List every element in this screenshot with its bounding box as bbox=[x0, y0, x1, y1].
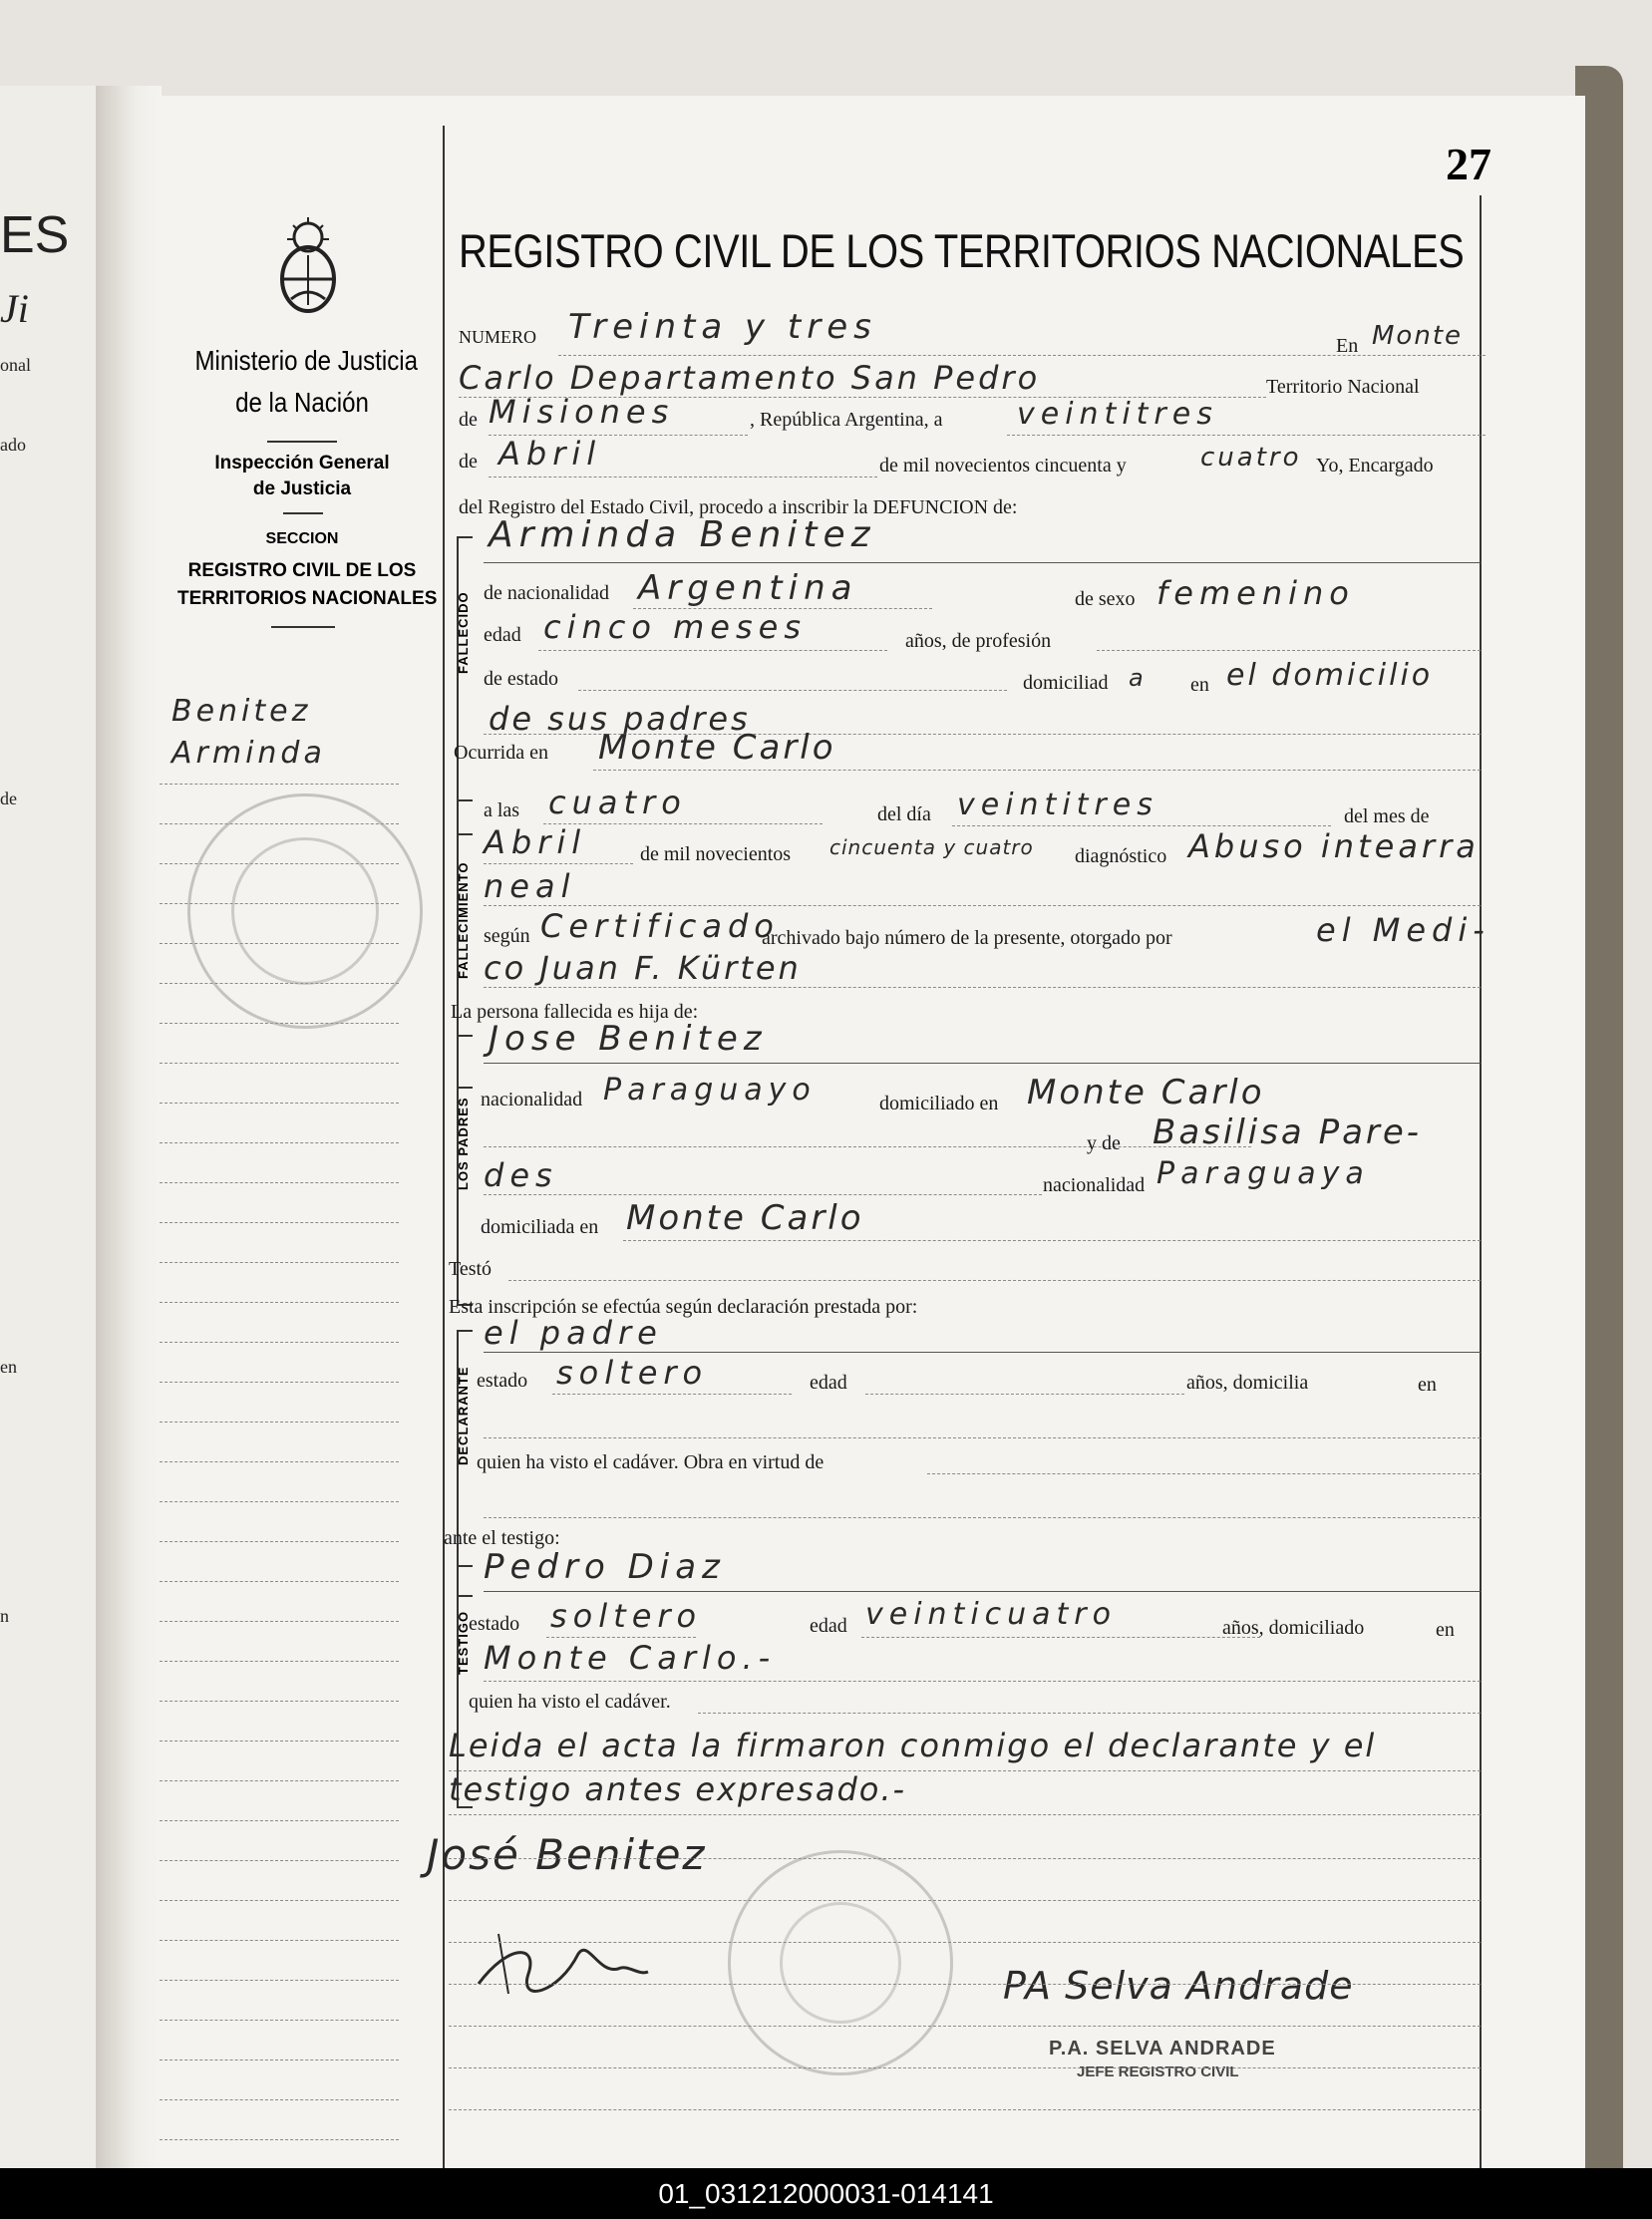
coat-of-arms-icon bbox=[271, 215, 345, 324]
del-dia-value: veintitres bbox=[957, 788, 1158, 822]
margin-rule-line bbox=[160, 1103, 399, 1104]
margin-rule-line bbox=[160, 1182, 399, 1183]
margin-rule-line bbox=[160, 1860, 399, 1861]
divider bbox=[267, 441, 337, 443]
cadaver-label: quien ha visto el cadáver. Obra en virtud de bbox=[477, 1451, 825, 1473]
rule bbox=[927, 1473, 1481, 1474]
territorio-value: Misiones bbox=[489, 393, 675, 431]
year-label: de mil novecientos cincuenta y bbox=[879, 455, 1127, 476]
del-dia-label: del día bbox=[877, 803, 931, 825]
rule bbox=[484, 562, 1481, 563]
archivado-label: archivado bajo número de la presente, otorgado por bbox=[762, 927, 1172, 949]
left-fragment: onal bbox=[0, 355, 31, 375]
madre-name: Basilisa Pare- bbox=[1153, 1112, 1423, 1152]
otorgado-value: el Medi- bbox=[1316, 911, 1490, 949]
fallecido-brace bbox=[457, 536, 473, 835]
madre-domicilio: Monte Carlo bbox=[626, 1198, 864, 1238]
left-fragment: ES bbox=[0, 206, 70, 264]
testigo-side-label: TESTIGO bbox=[456, 1610, 471, 1675]
diagnostico-value-2: neal bbox=[484, 867, 576, 905]
signature-rule-line bbox=[449, 2109, 1481, 2110]
officer-stamp-name: P.A. SELVA ANDRADE bbox=[1049, 2038, 1276, 2060]
registro-text: del Registro del Estado Civil, procedo a inscribir la DEFUNCION de: bbox=[459, 496, 1018, 518]
ministry-label-1: Ministerio de Justicia bbox=[194, 345, 418, 376]
numero-label: NUMERO bbox=[459, 327, 537, 347]
encargado-label: Yo, Encargado bbox=[1316, 455, 1434, 476]
left-fragment: Ji bbox=[0, 286, 29, 331]
domiciliado-en-label: domiciliado en bbox=[879, 1093, 999, 1114]
anios-profesion-label: años, de profesión bbox=[905, 630, 1052, 652]
margin-rule-line bbox=[160, 2099, 399, 2100]
rule bbox=[546, 1637, 696, 1638]
left-fragment: de bbox=[0, 789, 17, 808]
rule bbox=[593, 770, 1481, 771]
sexo-label: de sexo bbox=[1075, 588, 1136, 610]
nacionalidad-3-label: nacionalidad bbox=[1043, 1174, 1146, 1196]
hija-label: La persona fallecida es hija de: bbox=[451, 1001, 699, 1023]
signature-rule-line bbox=[449, 2026, 1481, 2027]
madre-nacionalidad: Paraguaya bbox=[1156, 1156, 1370, 1191]
place-value: Carlo Departamento San Pedro bbox=[459, 359, 1041, 397]
en-label-4: en bbox=[1436, 1619, 1455, 1641]
signature-rule-line bbox=[449, 2067, 1481, 2068]
en-label: En bbox=[1336, 335, 1359, 357]
testigo-name: Pedro Diaz bbox=[484, 1547, 726, 1587]
nacionalidad-label: de nacionalidad bbox=[484, 582, 610, 604]
declarante-value: el padre bbox=[484, 1314, 663, 1352]
margin-rule-line bbox=[160, 1541, 399, 1542]
de-label: de bbox=[459, 409, 478, 431]
section-label: SECCION bbox=[265, 530, 339, 547]
anios-dom-label: años, domicilia bbox=[1186, 1372, 1309, 1394]
y-de-label: y de bbox=[1087, 1132, 1121, 1154]
rule bbox=[484, 1352, 1481, 1353]
a-las-value: cuatro bbox=[548, 784, 687, 821]
domicilio-value-2: de sus padres bbox=[489, 700, 751, 738]
margin-rule-line bbox=[160, 1142, 399, 1143]
registry-stamp-inner bbox=[231, 837, 379, 985]
en-value: Monte bbox=[1372, 321, 1464, 351]
inscripcion-label: Esta inscripción se efectúa según declaración prestada por: bbox=[449, 1296, 918, 1318]
rule bbox=[698, 1713, 1481, 1714]
page-number: 27 bbox=[1446, 139, 1491, 189]
rule bbox=[623, 1240, 1481, 1241]
left-fragment: ado bbox=[0, 435, 26, 455]
mes-value: Abril bbox=[484, 823, 587, 861]
margin-rule-line bbox=[160, 1342, 399, 1343]
inspection-label-2: de Justicia bbox=[252, 478, 352, 499]
domicilio-value: el domicilio bbox=[1226, 658, 1434, 693]
deceased-name: Arminda Benitez bbox=[489, 514, 876, 555]
segun-label: según bbox=[484, 925, 530, 947]
margin-rule-line bbox=[160, 1262, 399, 1263]
closing-line-1: Leida el acta la firmaron conmigo el declarante y el bbox=[449, 1727, 1377, 1764]
margin-rule-line bbox=[160, 1222, 399, 1223]
testigo-estado: soltero bbox=[550, 1597, 703, 1635]
rule bbox=[952, 825, 1331, 826]
anios-dom-2-label: años, domiciliado bbox=[1222, 1617, 1365, 1639]
margin-rule-line bbox=[160, 1661, 399, 1662]
del-mes-label: del mes de bbox=[1344, 805, 1430, 827]
madre-name-2: des bbox=[484, 1156, 558, 1194]
rule bbox=[484, 1063, 1481, 1064]
rule bbox=[484, 1517, 1481, 1518]
padre-nacionalidad: Paraguayo bbox=[603, 1073, 817, 1108]
section-label-2: REGISTRO CIVIL DE LOS bbox=[187, 560, 417, 581]
left-fragment: en bbox=[0, 1357, 17, 1377]
otorgado-value-2: co Juan F. Kürten bbox=[484, 949, 802, 987]
officer-stamp-role: JEFE REGISTRO CIVIL bbox=[1077, 2063, 1239, 2080]
en-label-3: en bbox=[1418, 1374, 1437, 1396]
month-label: de bbox=[459, 451, 478, 473]
republica-label: , República Argentina, a bbox=[750, 409, 943, 431]
rule bbox=[578, 690, 1007, 691]
numero-value: Treinta y tres bbox=[568, 307, 877, 347]
rule bbox=[484, 1681, 1481, 1682]
margin-rule-line bbox=[160, 1701, 399, 1702]
estado-2-label: estado bbox=[477, 1370, 528, 1392]
margin-rule-line bbox=[160, 2020, 399, 2021]
diagnostico-value: Abuso intearra bbox=[1188, 827, 1480, 865]
divider bbox=[283, 512, 323, 514]
rule bbox=[484, 987, 1481, 988]
left-fragment: n bbox=[0, 1606, 9, 1626]
registry-stamp-bottom-inner bbox=[780, 1902, 901, 2024]
page-title: REGISTRO CIVIL DE LOS TERRITORIOS NACIONALES bbox=[459, 224, 1465, 277]
a-las-label: a las bbox=[484, 799, 520, 821]
nacionalidad-value: Argentina bbox=[638, 568, 858, 608]
year-value: cuatro bbox=[1200, 443, 1302, 473]
rule bbox=[1007, 435, 1486, 436]
month-value: Abril bbox=[498, 435, 602, 473]
book-spine bbox=[96, 86, 162, 2169]
margin-surname: Benitez bbox=[171, 694, 312, 729]
padre-name: Jose Benitez bbox=[489, 1019, 768, 1059]
rule bbox=[484, 1591, 1481, 1592]
divider bbox=[271, 626, 335, 628]
diagnostico-label: diagnóstico bbox=[1075, 845, 1167, 867]
ocurrida-value: Monte Carlo bbox=[598, 728, 836, 768]
domiciliado-label: domiciliad bbox=[1023, 672, 1109, 694]
signature-rule-line bbox=[449, 1858, 1481, 1859]
estado-3-label: estado bbox=[469, 1613, 520, 1635]
estado-label: de estado bbox=[484, 668, 558, 690]
rule bbox=[1097, 650, 1481, 651]
rule bbox=[489, 476, 877, 477]
fallecimiento-side-label: FALLECIMIENTO bbox=[456, 861, 471, 979]
rule bbox=[508, 1280, 1481, 1281]
right-rule bbox=[1480, 195, 1482, 2169]
rule bbox=[449, 1814, 1481, 1815]
rule bbox=[484, 1146, 1251, 1147]
rule bbox=[861, 1637, 1260, 1638]
margin-rule-line bbox=[160, 1063, 399, 1064]
testigo-edad: veinticuatro bbox=[865, 1597, 1117, 1632]
testigo-domicilio: Monte Carlo.- bbox=[484, 1639, 777, 1677]
margin-rule-line bbox=[160, 1581, 399, 1582]
rule bbox=[484, 905, 1481, 906]
rule bbox=[484, 1437, 1481, 1438]
segun-value: Certificado bbox=[540, 907, 780, 945]
signature-rule-line bbox=[449, 1984, 1481, 1985]
day-value: veintitres bbox=[1017, 397, 1218, 432]
margin-rule-line bbox=[160, 1780, 399, 1781]
signature-officer: PA Selva Andrade bbox=[1003, 1964, 1354, 2008]
edad-3-label: edad bbox=[810, 1615, 847, 1637]
fallecido-side-label: FALLECIDO bbox=[456, 591, 471, 674]
signature-rule-line bbox=[449, 1900, 1481, 1901]
testo-label: Testó bbox=[449, 1258, 493, 1280]
testigo-label: ante el testigo: bbox=[444, 1527, 560, 1549]
image-identifier: 01_031212000031-014141 bbox=[0, 2168, 1652, 2219]
margin-rule-line bbox=[160, 784, 399, 785]
signature-rule-line bbox=[449, 1942, 1481, 1943]
section-label-3: TERRITORIOS NACIONALES bbox=[177, 588, 438, 609]
margin-firstname: Arminda bbox=[171, 736, 326, 771]
closing-line-2: testigo antes expresado.- bbox=[449, 1770, 907, 1808]
declarante-side-label: DECLARANTE bbox=[456, 1366, 471, 1465]
edad-label: edad bbox=[484, 624, 521, 646]
inspection-label-1: Inspección General bbox=[214, 453, 390, 474]
nacionalidad-2-label: nacionalidad bbox=[481, 1089, 583, 1110]
margin-rule-line bbox=[160, 1302, 399, 1303]
sexo-value: femenino bbox=[1156, 574, 1355, 612]
rule bbox=[484, 1194, 1042, 1195]
margin-rule-line bbox=[160, 1820, 399, 1821]
domiciliada-label: domiciliada en bbox=[481, 1216, 599, 1238]
rule bbox=[484, 863, 633, 864]
margin-rule-line bbox=[160, 1621, 399, 1622]
territorio-label: Territorio Nacional bbox=[1266, 376, 1420, 398]
cadaver-2-label: quien ha visto el cadáver. bbox=[469, 1691, 671, 1713]
signature-declarante: José Benitez bbox=[427, 1830, 707, 1879]
left-page bbox=[0, 86, 96, 2169]
ocurrida-label: Ocurrida en bbox=[454, 742, 548, 764]
mil-label: de mil novecientos bbox=[640, 843, 792, 865]
signature-testigo bbox=[469, 1914, 658, 2009]
margin-rule-line bbox=[160, 1980, 399, 1981]
register-page bbox=[160, 96, 1585, 2169]
margin-rule-line bbox=[160, 1900, 399, 1901]
ministry-label-2: de la Nación bbox=[235, 387, 369, 418]
rule bbox=[538, 650, 887, 651]
margin-rule-line bbox=[160, 1382, 399, 1383]
margin-rule-line bbox=[160, 1741, 399, 1742]
en-label-2: en bbox=[1190, 674, 1209, 696]
domiciliado-suffix: a bbox=[1129, 664, 1150, 692]
edad-2-label: edad bbox=[810, 1372, 847, 1394]
margin-rule-line bbox=[160, 1422, 399, 1423]
declarante-estado: soltero bbox=[556, 1354, 709, 1392]
edad-value: cinco meses bbox=[543, 608, 807, 646]
padres-side-label: LOS PADRES bbox=[456, 1097, 471, 1190]
margin-rule-line bbox=[160, 1461, 399, 1462]
margin-rule-line bbox=[160, 1940, 399, 1941]
rule bbox=[552, 1394, 792, 1395]
padre-domicilio: Monte Carlo bbox=[1027, 1073, 1265, 1112]
margin-rule-line bbox=[160, 1501, 399, 1502]
mil-value: cincuenta y cuatro bbox=[829, 835, 1034, 859]
margin-rule-line bbox=[160, 2139, 399, 2140]
rule bbox=[865, 1394, 1184, 1395]
